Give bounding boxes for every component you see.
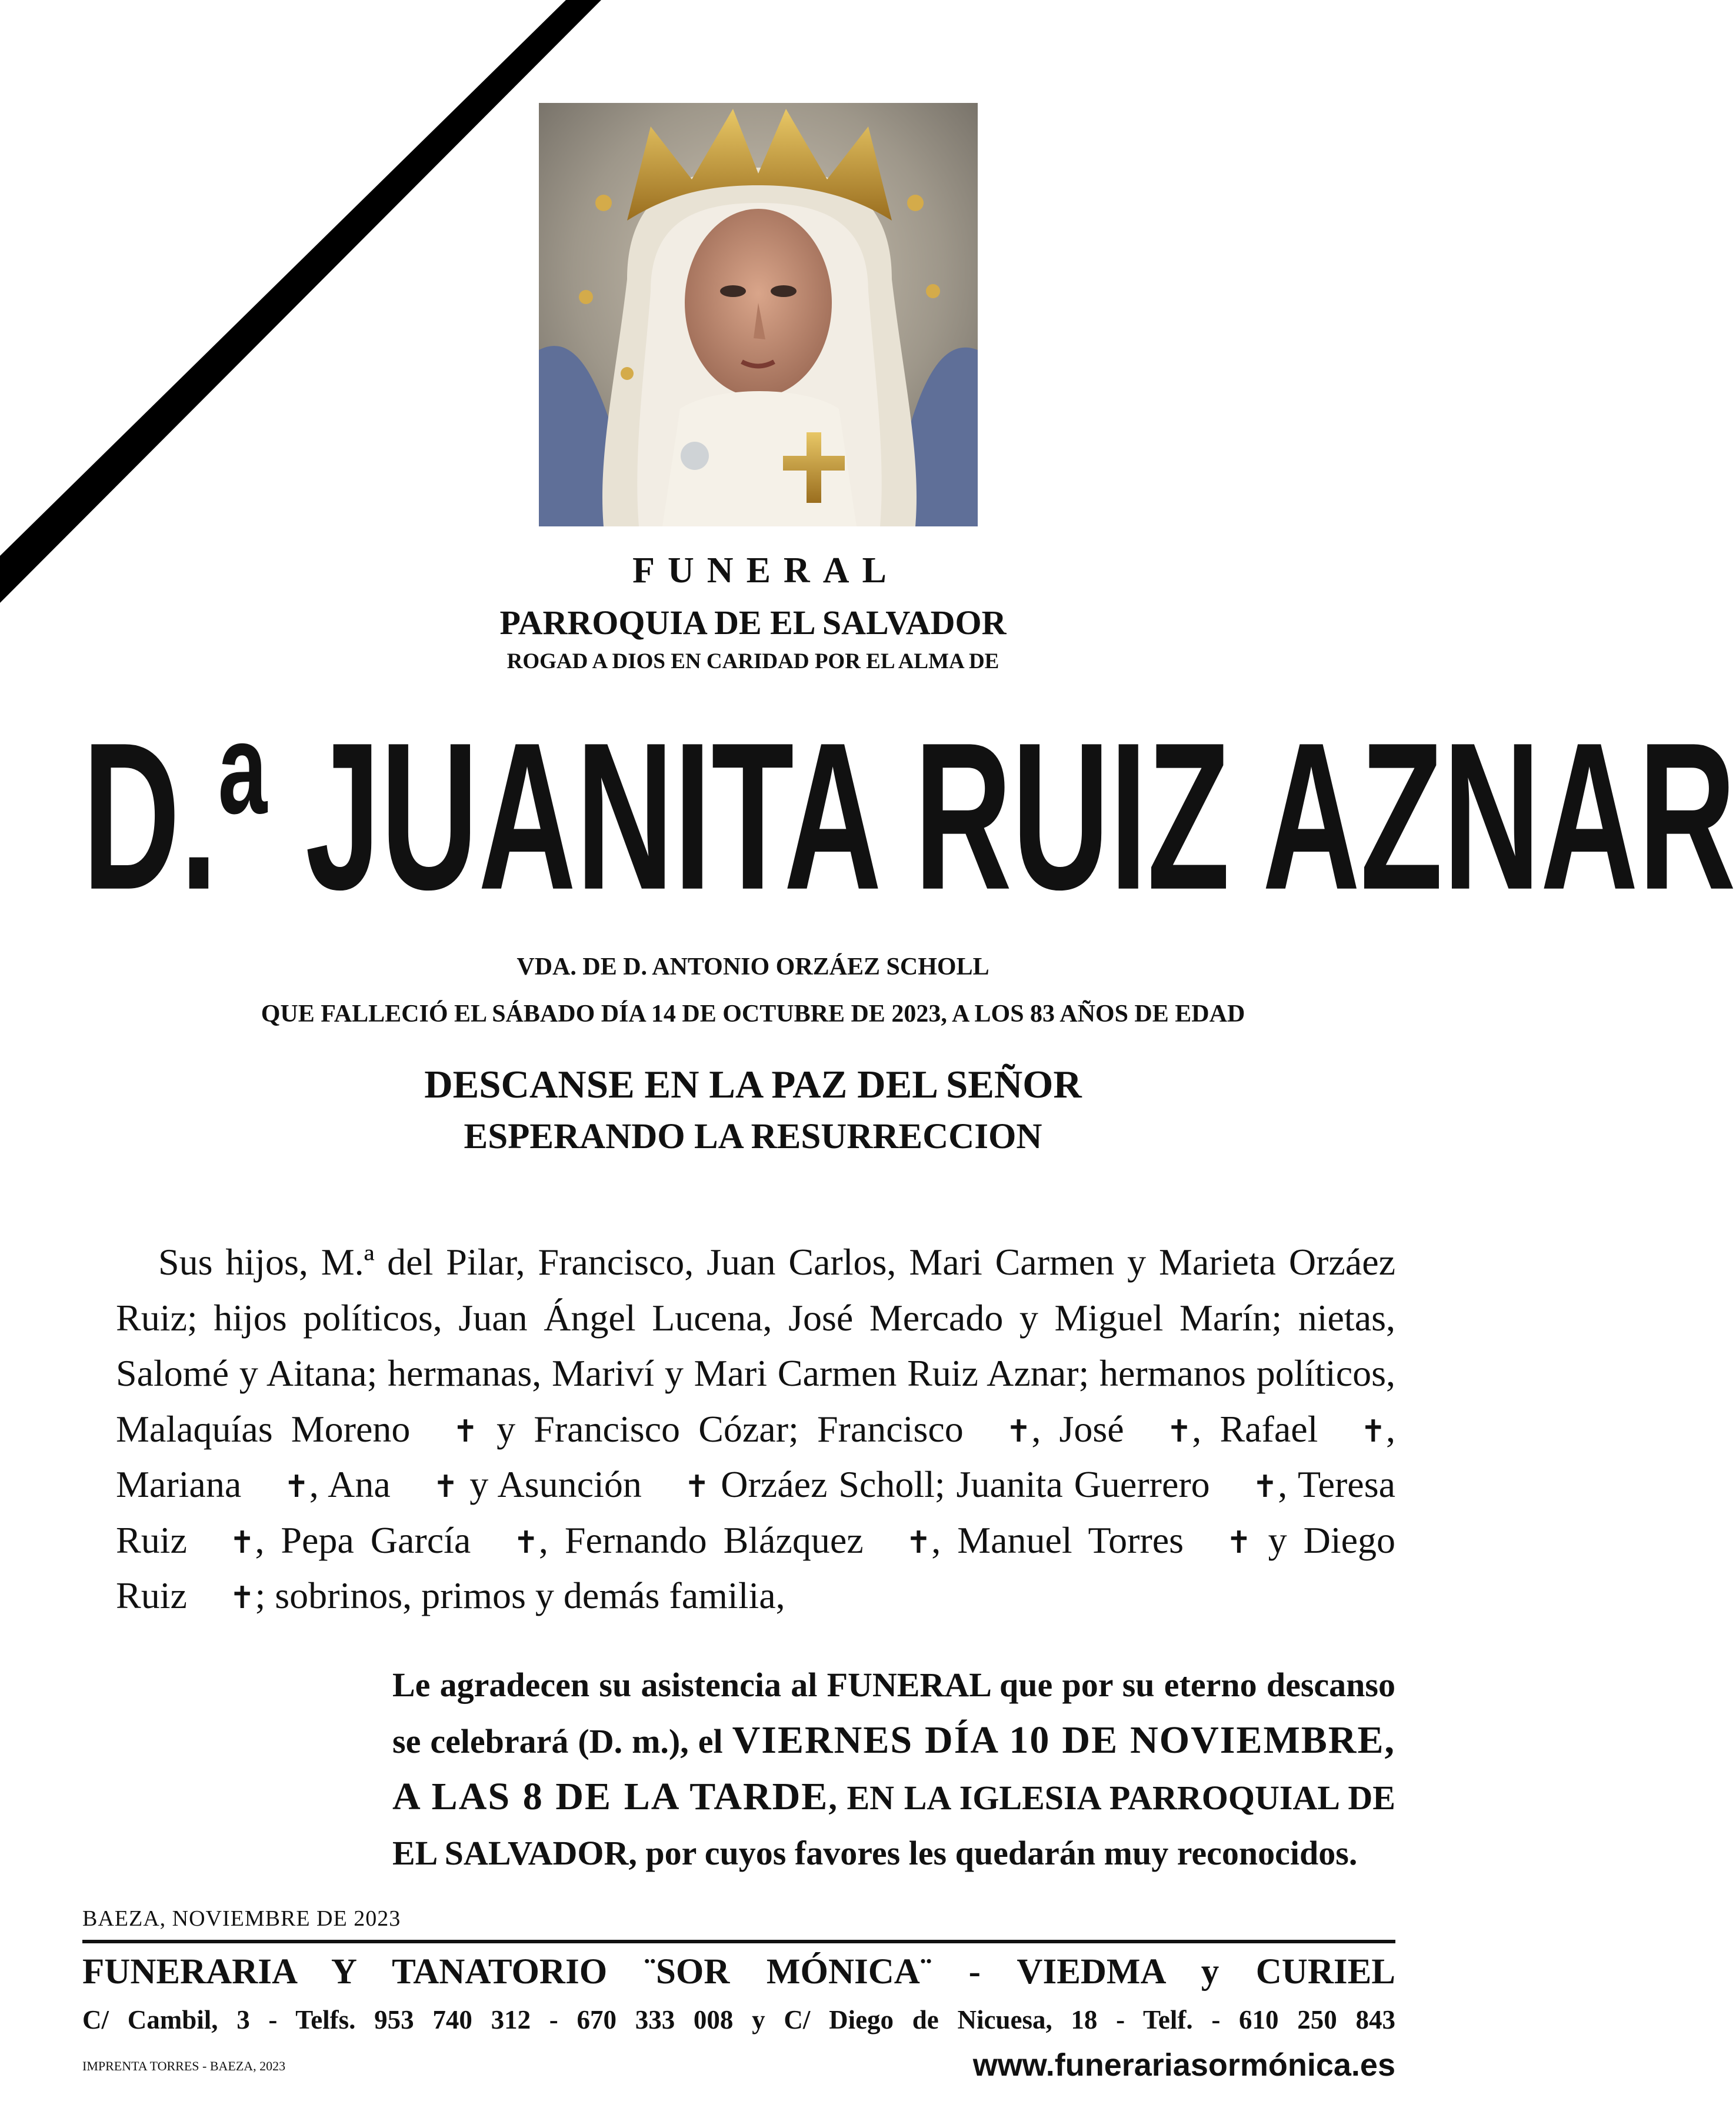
family-text: , Fernando Blázquez bbox=[538, 1519, 864, 1561]
family-text: , Rafael bbox=[1192, 1407, 1318, 1450]
cross-icon: ✝ bbox=[229, 1580, 255, 1616]
cross-icon: ✝ bbox=[1252, 1469, 1278, 1505]
invitation-text: , EN LA IGLESIA PARROQUIAL DE EL SALVADOR, por cuyos favores les quedarán muy reconocidos. bbox=[392, 1779, 1395, 1872]
widow-line: VDA. DE D. ANTONIO ORZÁEZ SCHOLL bbox=[517, 953, 989, 980]
cross-icon: ✝ bbox=[1360, 1413, 1387, 1449]
death-notice: QUE FALLECIÓ EL SÁBADO DÍA 14 DE OCTUBRE DE 2023, A LOS 83 AÑOS DE EDAD bbox=[261, 1000, 1245, 1028]
cross-icon: ✝ bbox=[284, 1469, 309, 1505]
family-text: y Francisco Cózar; Francisco bbox=[478, 1407, 964, 1450]
family-paragraph bbox=[116, 1235, 1395, 1624]
blessing-line-1: DESCANSE EN LA PAZ DEL SEÑOR bbox=[424, 1063, 1082, 1106]
mourning-ribbon-band bbox=[0, 0, 601, 603]
cross-icon: ✝ bbox=[432, 1469, 459, 1505]
family-text: y Asunción bbox=[458, 1463, 642, 1505]
blessing-line-2: ESPERANDO LA RESURRECCION bbox=[464, 1117, 1042, 1156]
cross-icon: ✝ bbox=[513, 1525, 539, 1560]
family-text: , Manuel Torres bbox=[931, 1519, 1184, 1561]
funeral-invitation bbox=[392, 1657, 1395, 1881]
deceased-name: D.ª JUANITA RUIZ AZNAR bbox=[82, 699, 1736, 933]
family-outro: ; sobrinos, primos y demás familia, bbox=[255, 1575, 785, 1616]
funeral-home-name: FUNERARIA Y TANATORIO ¨SOR MÓNICA¨ - VIEDMA y CURIEL bbox=[82, 1952, 1395, 1992]
cross-icon: ✝ bbox=[684, 1469, 710, 1505]
prayer-line: ROGAD A DIOS EN CARIDAD POR EL ALMA DE bbox=[507, 649, 999, 673]
cross-icon: ✝ bbox=[1226, 1525, 1252, 1560]
family-text: Orzáez Scholl; Juanita Guerrero bbox=[709, 1463, 1210, 1505]
website-link[interactable]: www.funerariasormónica.es bbox=[972, 2047, 1395, 2083]
page-title: FUNERAL bbox=[632, 551, 899, 591]
family-intro: Sus hijos, M.ª del Pilar, Francisco, Juan Carlos, Mari Carmen y Marieta Orzáez Ruiz; hijos políticos, Juan Ángel Lucena, José Mercado y Miguel Marín; nietas, Salomé y Aitana; hermanas, Mariví y Mari Carmen Ruiz Aznar; hermanos políticos, Malaquías Moreno bbox=[116, 1241, 1395, 1450]
cross-icon: ✝ bbox=[452, 1413, 478, 1449]
invitation-text: Le agradecen su asistencia al FUNERAL que por su eterno descanso se celebrará (D. m.), el bbox=[392, 1666, 1395, 1760]
footer-divider bbox=[82, 1940, 1395, 1943]
virgin-portrait bbox=[539, 103, 978, 526]
family-text: , Ana bbox=[309, 1463, 391, 1505]
funeral-home-address: C/ Cambil, 3 - Telfs. 953 740 312 - 670 333 008 y C/ Diego de Nicuesa, 18 - Telf. - 610 250 843 bbox=[82, 2005, 1395, 2034]
funeral-date-time: VIERNES DÍA 10 DE NOVIEMBRE, A LAS 8 DE LA TARDE bbox=[392, 1719, 1395, 1818]
cross-icon: ✝ bbox=[229, 1525, 255, 1560]
family-text: , Teresa Ruiz bbox=[116, 1463, 1396, 1561]
family-text: , José bbox=[1031, 1407, 1124, 1450]
family-text: , Mariana bbox=[116, 1407, 1396, 1505]
parish-name: PARROQUIA DE EL SALVADOR bbox=[499, 603, 1007, 642]
place-date: BAEZA, NOVIEMBRE DE 2023 bbox=[82, 1906, 401, 1931]
family-text: , Pepa García bbox=[255, 1519, 471, 1561]
cross-icon: ✝ bbox=[905, 1525, 932, 1560]
cross-icon: ✝ bbox=[1166, 1413, 1192, 1449]
family-text: y Diego Ruiz bbox=[116, 1519, 1395, 1616]
cross-icon: ✝ bbox=[1005, 1413, 1032, 1449]
deceased-name-block bbox=[82, 699, 1736, 947]
printer-credit: IMPRENTA TORRES - BAEZA, 2023 bbox=[82, 2059, 286, 2073]
